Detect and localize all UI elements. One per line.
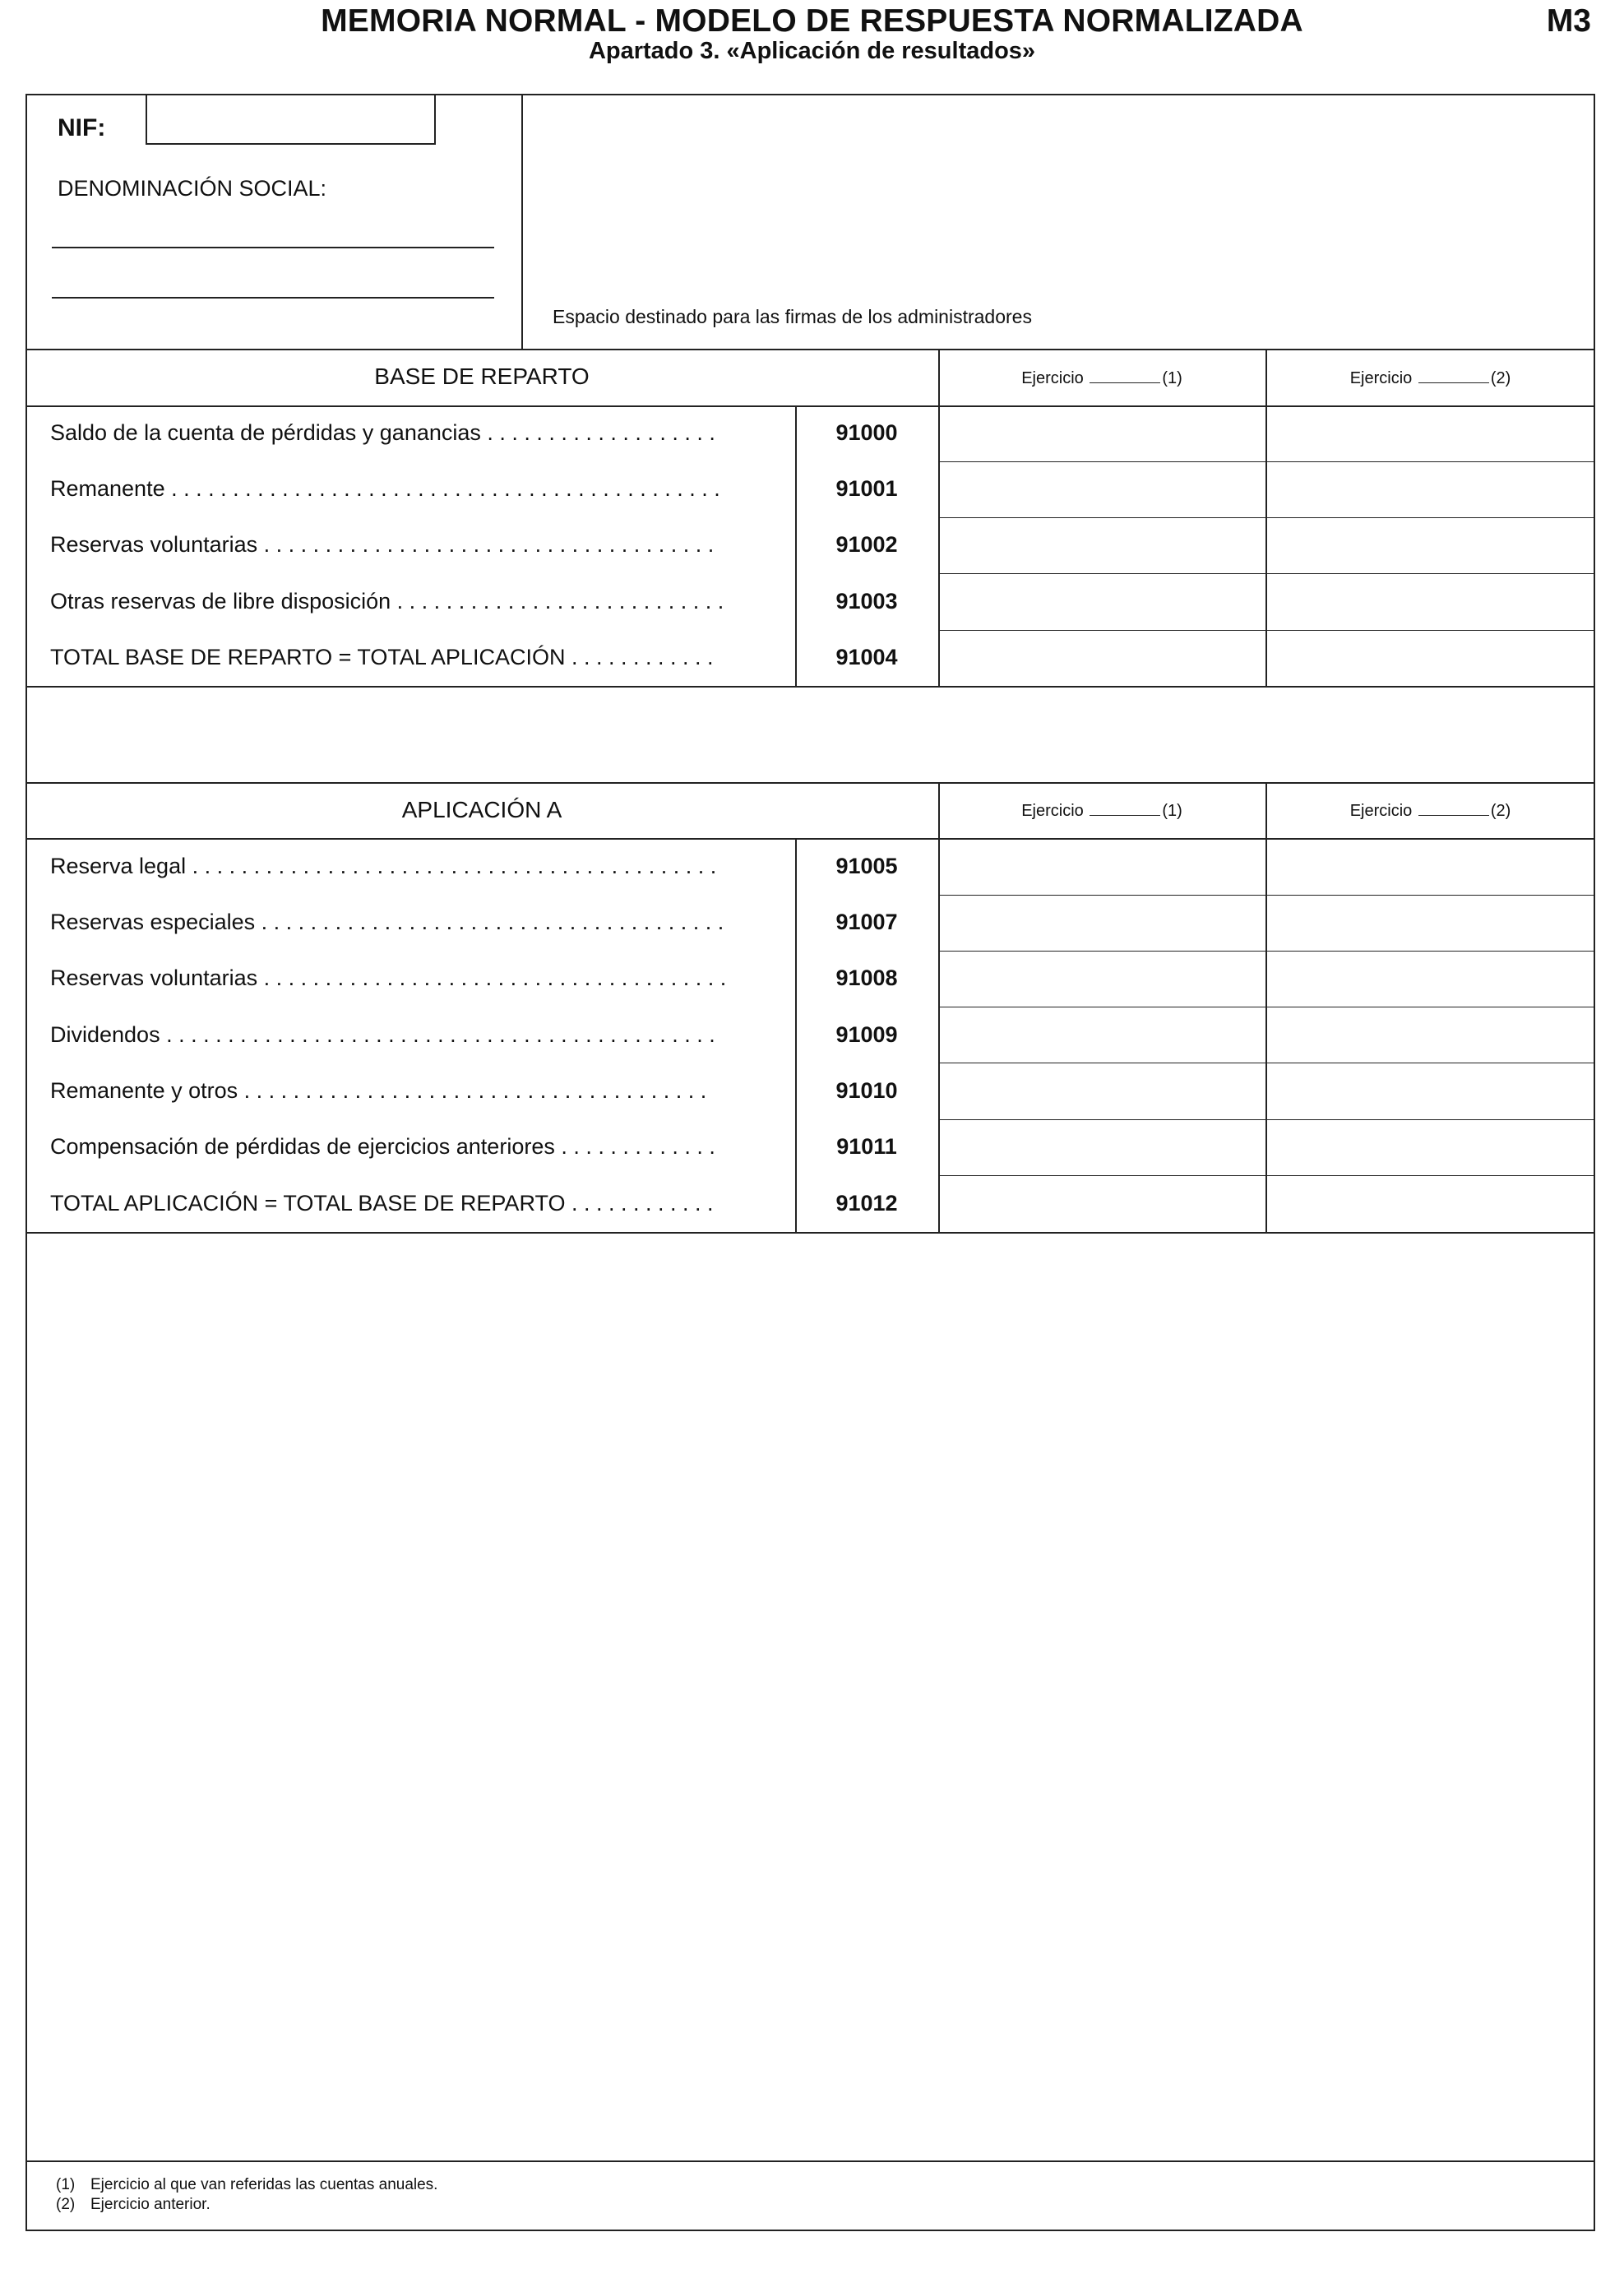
col1-note: (1) [1162, 802, 1182, 820]
footnote-text: Ejercicio anterior. [90, 2196, 211, 2213]
base-reparto-row-line [938, 461, 1595, 462]
identification-divider [521, 94, 523, 349]
page-title: MEMORIA NORMAL - MODELO DE RESPUESTA NORMALIZADA [321, 3, 1303, 39]
aplicacion-row-code: 91010 [835, 1078, 898, 1103]
col1-prefix: Ejercicio [1021, 802, 1084, 820]
form-frame [25, 94, 1595, 2231]
col2-year-blank[interactable] [1418, 803, 1489, 816]
footnote-number: (2) [56, 2196, 76, 2213]
denominacion-line-2[interactable] [52, 297, 494, 299]
aplicacion-row-label: Remanente y otros . . . . . . . . . . . . . . . . . . . . . . . . . . . . . . . . . . . . . . [50, 1078, 707, 1103]
aplicacion-col2-header [1265, 802, 1595, 821]
aplicacion-row-code: 91009 [835, 1022, 898, 1047]
aplicacion-row-line [938, 1119, 1595, 1120]
base-reparto-top-border [25, 349, 1595, 350]
aplicacion-row-code: 91011 [836, 1134, 897, 1159]
aplicacion-row-code: 91008 [835, 966, 898, 990]
base-reparto-row-label: Otras reservas de libre disposición . . . . . . . . . . . . . . . . . . . . . . . . . . . [50, 589, 724, 614]
base-reparto-col1-header [938, 369, 1265, 388]
base-reparto-row-line [938, 630, 1595, 631]
aplicacion-title: APLICACIÓN A [401, 797, 562, 822]
aplicacion-row-line [938, 1175, 1595, 1176]
base-reparto-row-line [938, 573, 1595, 574]
aplicacion-col1-header [938, 802, 1265, 821]
base-reparto-row-code: 91003 [835, 589, 898, 614]
base-reparto-row-code: 91000 [835, 420, 898, 445]
base-reparto-row-label: Reservas voluntarias . . . . . . . . . . . . . . . . . . . . . . . . . . . . . . . . . . . . . [50, 532, 715, 557]
aplicacion-row-label: Reserva legal . . . . . . . . . . . . . . . . . . . . . . . . . . . . . . . . . . . . . . . . . . . [50, 854, 717, 878]
col2-year-blank[interactable] [1418, 370, 1489, 383]
col1-year-blank[interactable] [1090, 803, 1160, 816]
base-reparto-row-label: Remanente . . . . . . . . . . . . . . . . . . . . . . . . . . . . . . . . . . . . . . . . . . . . . [50, 476, 720, 501]
col2-note: (2) [1490, 369, 1511, 387]
aplicacion-bottom-border [25, 1232, 1595, 1234]
base-reparto-row-code: 91001 [835, 476, 898, 501]
base-reparto-col2-header [1265, 369, 1595, 388]
footnote-text: Ejercicio al que van referidas las cuentas anuales. [90, 2176, 438, 2193]
col1-year-blank[interactable] [1090, 370, 1160, 383]
base-reparto-row-label: TOTAL BASE DE REPARTO = TOTAL APLICACIÓN . . . . . . . . . . . . [50, 645, 714, 669]
col2-prefix: Ejercicio [1349, 802, 1413, 820]
aplicacion-row-line [938, 951, 1595, 952]
base-reparto-row-code: 91004 [835, 645, 898, 669]
aplicacion-row-code: 91007 [835, 910, 898, 934]
aplicacion-row-line [938, 895, 1595, 896]
base-reparto-row-code: 91002 [835, 532, 898, 557]
aplicacion-row-label: Dividendos . . . . . . . . . . . . . . . . . . . . . . . . . . . . . . . . . . . . . . . . . . . . . [50, 1022, 715, 1047]
aplicacion-header-bottom [25, 838, 1595, 840]
base-reparto-row-label: Saldo de la cuenta de pérdidas y ganancias . . . . . . . . . . . . . . . . . . . [50, 420, 715, 445]
aplicacion-row-label: Reservas voluntarias . . . . . . . . . . . . . . . . . . . . . . . . . . . . . . . . . . . . . . [50, 966, 727, 990]
form-code: M3 [1546, 3, 1591, 39]
col1-note: (1) [1162, 369, 1182, 387]
denominacion-line-1[interactable] [52, 247, 494, 248]
footnote-number: (1) [56, 2176, 76, 2193]
base-reparto-row-line [938, 517, 1595, 518]
aplicacion-row-label: Compensación de pérdidas de ejercicios anteriores . . . . . . . . . . . . . [50, 1134, 715, 1159]
base-reparto-title: BASE DE REPARTO [374, 364, 590, 389]
footnotes-top-border [25, 2160, 1595, 2162]
aplicacion-row-label: TOTAL APLICACIÓN = TOTAL BASE DE REPARTO . . . . . . . . . . . . [50, 1191, 714, 1216]
aplicacion-row-code: 91005 [835, 854, 898, 878]
base-reparto-bottom-border [25, 686, 1595, 688]
signature-space-label: Espacio destinado para las firmas de los administradores [553, 306, 1032, 327]
footnote-2 [56, 2196, 211, 2214]
col1-prefix: Ejercicio [1021, 369, 1084, 387]
col2-note: (2) [1490, 802, 1511, 820]
col2-prefix: Ejercicio [1349, 369, 1413, 387]
aplicacion-row-code: 91012 [835, 1191, 898, 1216]
footnote-1 [56, 2176, 437, 2194]
base-reparto-header-bottom [25, 405, 1595, 407]
aplicacion-row-label: Reservas especiales . . . . . . . . . . . . . . . . . . . . . . . . . . . . . . . . . . . . . . [50, 910, 724, 934]
nif-field[interactable] [146, 94, 436, 145]
aplicacion-top-border [25, 782, 1595, 784]
denominacion-label: DENOMINACIÓN SOCIAL: [58, 176, 327, 201]
page-subtitle: Apartado 3. «Aplicación de resultados» [588, 38, 1036, 64]
nif-label: NIF: [58, 114, 106, 141]
